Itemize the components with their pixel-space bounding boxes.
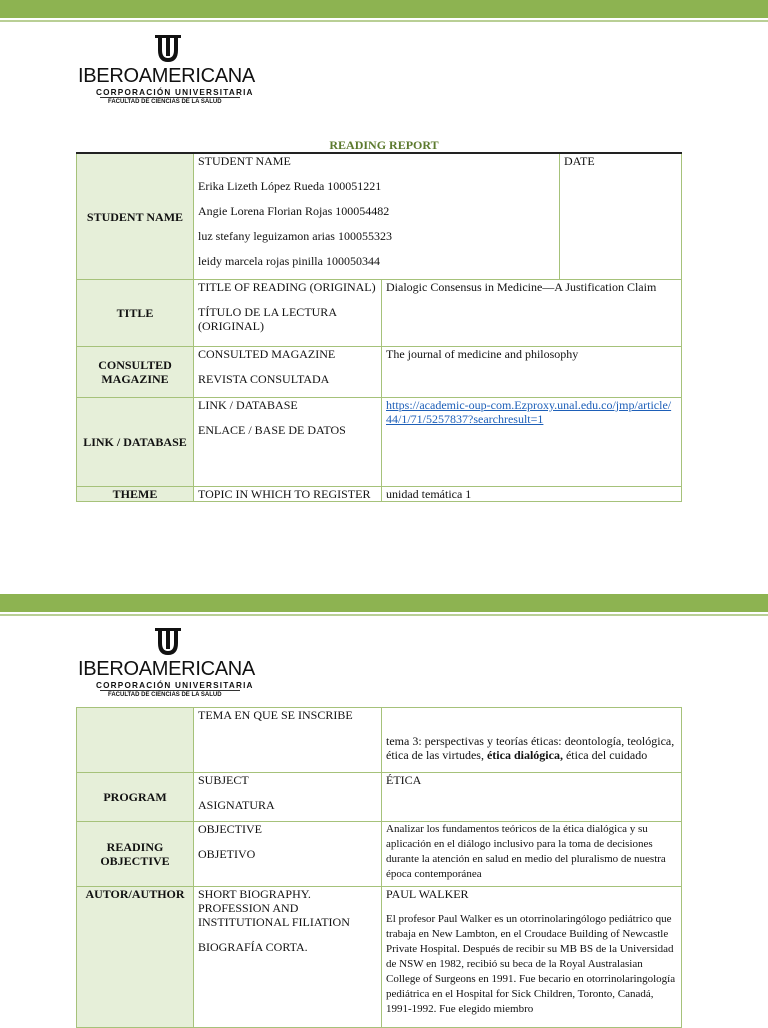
magazine-field-es: REVISTA CONSULTADA: [198, 372, 330, 386]
program-field-cell: [194, 773, 382, 822]
student-name-2: Angie Lorena Florian Rojas 100054482: [198, 204, 390, 218]
author-field-en: SHORT BIOGRAPHY. PROFESSION AND INSTITUTIONAL FILIATION: [198, 887, 350, 929]
reading-report-table-continued: [76, 707, 682, 1028]
program-row: [77, 773, 682, 822]
program-value: ÉTICA: [382, 773, 682, 822]
theme-row: [77, 487, 682, 502]
author-value-cell: [382, 887, 682, 1028]
title-field-en: TITLE OF READING (ORIGINAL): [198, 280, 376, 294]
objective-field-cell: [194, 822, 382, 887]
link-field-en: LINK / DATABASE: [198, 398, 298, 412]
student-names-cell: [194, 153, 560, 280]
student-row: [77, 153, 682, 280]
author-field-es: BIOGRAFÍA CORTA.: [198, 940, 308, 954]
logo-divider: [100, 97, 240, 98]
magazine-field-en: CONSULTED MAGAZINE: [198, 347, 336, 361]
student-name-3: luz stefany leguizamon arias 100055323: [198, 229, 392, 243]
program-field-en: SUBJECT: [198, 773, 249, 787]
report-title: READING REPORT: [329, 138, 439, 152]
program-label: PROGRAM: [77, 773, 194, 822]
shield-logo-icon: [153, 627, 183, 657]
student-label: STUDENT NAME: [77, 153, 194, 280]
student-name-4: leidy marcela rojas pinilla 100050344: [198, 254, 380, 268]
title-row: [77, 280, 682, 347]
header-band-top: [0, 0, 768, 18]
magazine-field-cell: [194, 347, 382, 398]
header-band-top-line: [0, 20, 768, 22]
theme-field: TOPIC IN WHICH TO REGISTER: [194, 487, 382, 502]
topic-value: [386, 708, 677, 762]
link-label: LINK / DATABASE: [77, 398, 194, 487]
topic-label: [77, 708, 194, 773]
title-label: TITLE: [77, 280, 194, 347]
student-name-1: Erika Lizeth López Rueda 100051221: [198, 179, 382, 193]
header-band-page2-line: [0, 614, 768, 616]
topic-field: TEMA EN QUE SE INSCRIBE: [194, 708, 382, 773]
topic-value-bold: ética dialógica,: [486, 748, 563, 762]
topic-row: [77, 708, 682, 773]
logo-subtitle: CORPORACIÓN UNIVERSITARIA: [96, 681, 254, 690]
objective-row: [77, 822, 682, 887]
link-row: [77, 398, 682, 487]
author-label: AUTOR/AUTHOR: [77, 887, 194, 1028]
logo-wordmark: IBEROAMERICANA: [78, 65, 255, 87]
shield-logo-icon: [153, 34, 183, 64]
logo-faculty: FACULTAD DE CIENCIAS DE LA SALUD: [108, 692, 222, 698]
program-field-es: ASIGNATURA: [198, 798, 275, 812]
magazine-row: [77, 347, 682, 398]
objective-label: READING OBJECTIVE: [77, 822, 194, 887]
author-biography: El profesor Paul Walker es un otorrinolaringólogo pediátrico que trabaja en New Lambton, en el Croudace Building of Newcastle Private Hospital. Después de recibir su MB BS de la Universidad de NSW en 1982, recibió su beca de la Royal Australasian College of Surgeons en 1991. Fue becario en otorrinolaringología pediátrica en el Hospital for Sick Children, Toronto, Canadá, 1991-1992. Fue elegido miembro: [386, 913, 676, 1015]
title-field-cell: [194, 280, 382, 347]
university-logo: [78, 34, 258, 106]
header-band-page2: [0, 594, 768, 612]
topic-value-pre: tema 3: perspectivas y teorías éticas: deontología, teológica, ética de las virtudes,: [386, 734, 675, 762]
author-field-cell: [194, 887, 382, 1028]
author-row: [77, 887, 682, 1028]
logo-divider: [100, 690, 240, 691]
magazine-label: CONSULTED MAGAZINE: [77, 347, 194, 398]
reading-report-table: [76, 152, 682, 502]
date-cell: DATE: [560, 153, 682, 280]
topic-value-post: ética del cuidado: [562, 748, 648, 762]
objective-field-en: OBJECTIVE: [198, 822, 262, 836]
logo-faculty: FACULTAD DE CIENCIAS DE LA SALUD: [108, 99, 222, 105]
title-value: Dialogic Consensus in Medicine—A Justification Claim: [382, 280, 682, 347]
logo-subtitle: CORPORACIÓN UNIVERSITARIA: [96, 88, 254, 97]
university-logo-page2: [78, 627, 258, 699]
topic-value-cell: [382, 708, 682, 773]
student-header: STUDENT NAME: [198, 154, 291, 168]
title-field-es: TÍTULO DE LA LECTURA (ORIGINAL): [198, 305, 337, 333]
theme-value: unidad temática 1: [382, 487, 682, 502]
link-field-cell: [194, 398, 382, 487]
database-link[interactable]: https://academic-oup-com.Ezproxy.unal.edu.co/jmp/article/44/1/71/5257837?searchresult=1: [386, 398, 672, 426]
author-name: PAUL WALKER: [386, 887, 469, 901]
magazine-value: The journal of medicine and philosophy: [382, 347, 682, 398]
objective-field-es: OBJETIVO: [198, 847, 256, 861]
objective-value: Analizar los fundamentos teóricos de la ética dialógica y su aplicación en el diálogo inclusivo para la toma de decisiones durante la atención en salud en medio del pluralismo de nuestra época contemporánea: [382, 822, 682, 887]
link-value-cell: [382, 398, 682, 487]
logo-wordmark: IBEROAMERICANA: [78, 658, 255, 680]
theme-label: THEME: [77, 487, 194, 502]
link-field-es: ENLACE / BASE DE DATOS: [198, 423, 346, 437]
